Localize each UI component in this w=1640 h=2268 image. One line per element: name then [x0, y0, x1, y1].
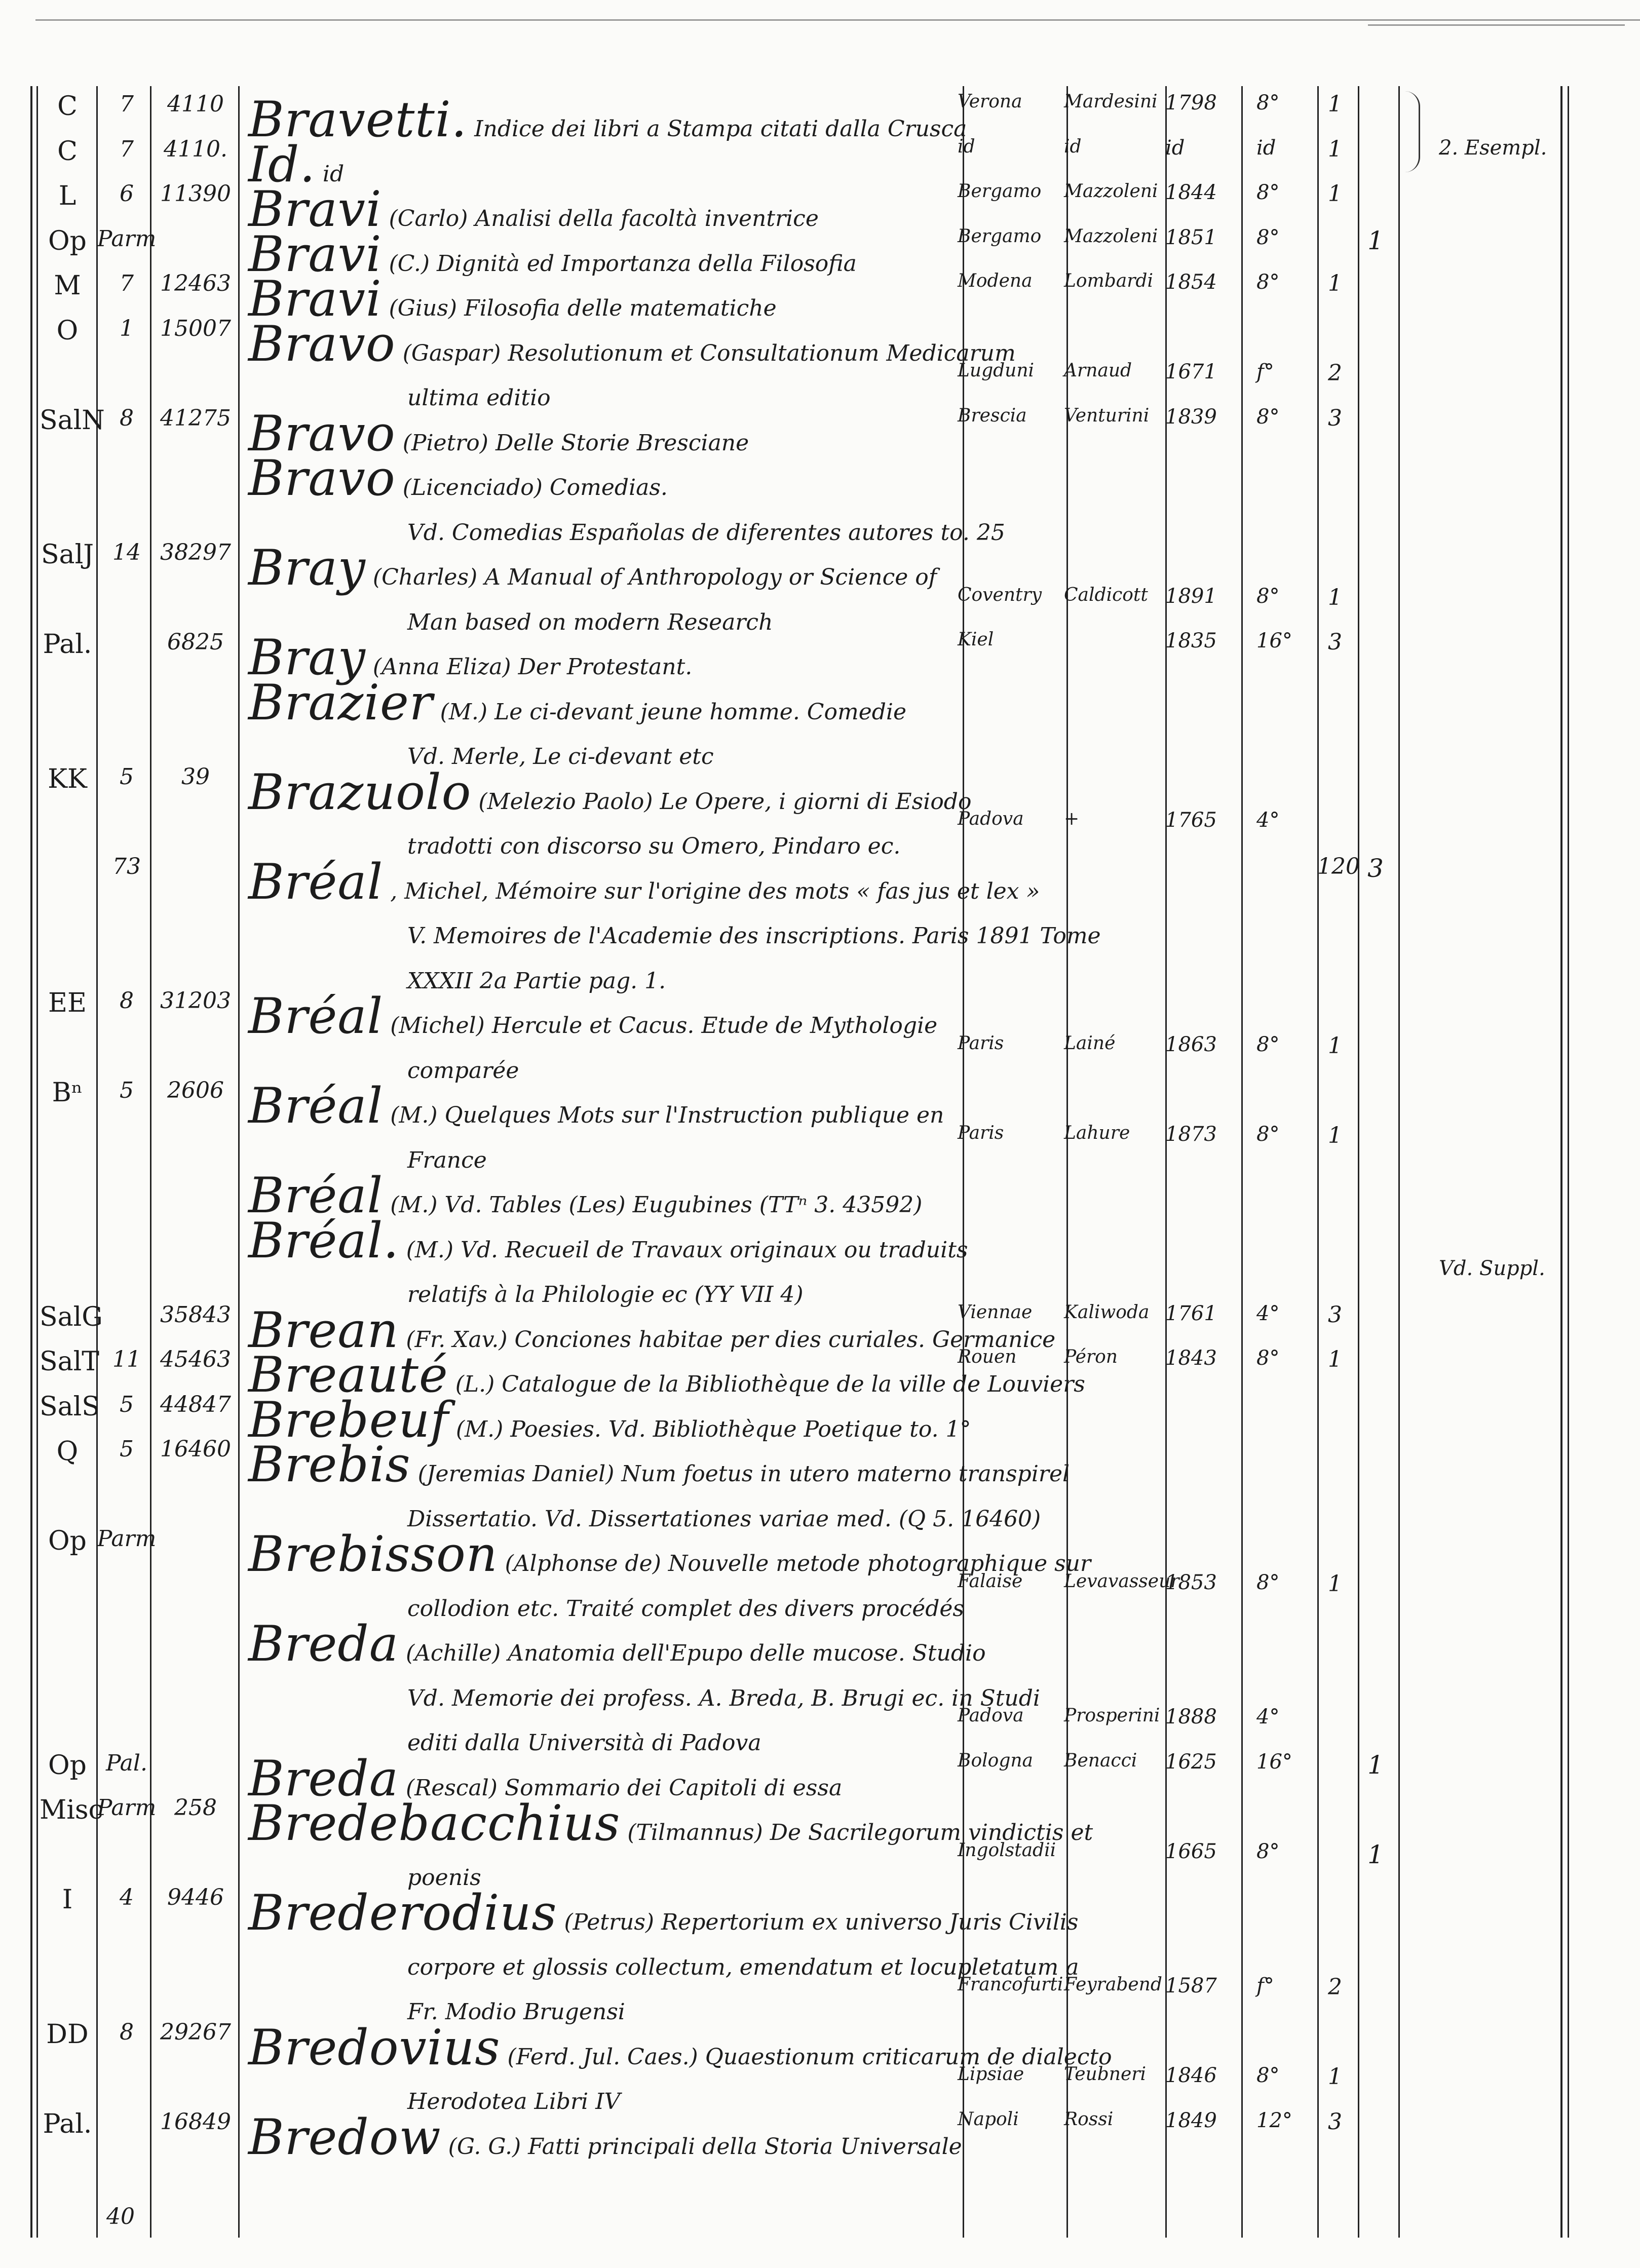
volumes: 1 — [1328, 136, 1342, 162]
table-row — [0, 1750, 1640, 1807]
publisher: Venturini — [1064, 405, 1150, 426]
catalogue-number: 41275 — [160, 405, 231, 431]
year: 1844 — [1165, 181, 1217, 204]
format: 4° — [1256, 1301, 1280, 1325]
shelf-sub: 5 — [120, 763, 134, 790]
tally-mark: 1 — [1367, 1750, 1384, 1780]
shelf-mark: O — [56, 315, 79, 346]
publisher: Lahure — [1064, 1122, 1130, 1143]
format: 12° — [1256, 2108, 1292, 2132]
top-rule-right — [1368, 24, 1625, 26]
entry-heading: Bredovius — [248, 2019, 501, 2076]
entry-heading: Brederodius — [248, 1885, 557, 1941]
year: 1839 — [1165, 405, 1217, 429]
place: Ingolstadii — [958, 1839, 1056, 1861]
format: 8° — [1256, 2064, 1280, 2087]
shelf-sub: Pal. — [106, 1750, 147, 1776]
place: Viennae — [958, 1301, 1033, 1323]
shelf-mark: EE — [48, 988, 87, 1018]
year: 1761 — [1165, 1301, 1217, 1325]
entry-text: (Licenciado) Comedias. — [402, 475, 668, 501]
shelf-mark: C — [57, 91, 78, 122]
entry-text: (Tilmannus) De Sacrilegorum vindictis et — [627, 1820, 1093, 1846]
catalogue-number: 9446 — [167, 1885, 224, 1910]
entry-text: relatifs à la Philologie ec (YY VII 4) — [407, 1282, 804, 1308]
year: 1851 — [1165, 225, 1217, 249]
entry-text: id — [322, 161, 345, 187]
entry-heading: Brean — [248, 1301, 399, 1359]
entry-text: editi dalla Università di Padova — [407, 1730, 761, 1756]
entry-heading: Bredebacchius — [248, 1795, 621, 1852]
year: 1849 — [1165, 2108, 1217, 2132]
entry-text: (Gaspar) Resolutionum et Consultationum Medicarum — [402, 340, 1016, 366]
table-row — [0, 1122, 1640, 1173]
format: 8° — [1256, 1839, 1280, 1863]
year: 1853 — [1165, 1570, 1217, 1594]
catalogue-number: 15007 — [160, 315, 231, 341]
format: 8° — [1256, 1347, 1280, 1370]
entry-text: (Charles) A Manual of Anthropology or Science of — [372, 564, 937, 590]
shelf-mark: SalN — [40, 405, 105, 436]
catalogue-number: 6825 — [167, 629, 224, 655]
volumes: 1 — [1328, 2064, 1342, 2090]
entry-text: (Gius) Filosofia delle matematiche — [389, 295, 777, 321]
entry-heading: Breda — [248, 1616, 399, 1672]
volumes: 1 — [1328, 584, 1342, 610]
entry-text: Indice dei libri a Stampa citati dalla Crusca — [474, 116, 967, 142]
tally-mark: 3 — [1367, 853, 1384, 883]
publisher: Benacci — [1064, 1750, 1137, 1771]
table-row — [0, 1616, 1640, 1672]
volumes: 1 — [1328, 181, 1342, 207]
entry-text: Vd. Merle, Le ci-devant etc — [407, 744, 714, 770]
shelf-mark: C — [57, 136, 78, 167]
volumes: 3 — [1328, 2108, 1342, 2135]
catalogue-number: 29267 — [160, 2019, 231, 2045]
shelf-sub: 11 — [112, 1347, 141, 1372]
format: 4° — [1256, 809, 1280, 832]
entry-heading: Bravo — [248, 405, 396, 462]
catalogue-number: 16849 — [160, 2108, 231, 2135]
entry-text: Vd. Comedias Españolas de diferentes autores to. 25 — [407, 519, 1005, 546]
entry-text: ultima editio — [407, 385, 551, 411]
entry-text: (M.) Quelques Mots sur l'Instruction publique en — [390, 1102, 944, 1128]
entry-text: (G. G.) Fatti principali della Storia Universale — [448, 2133, 962, 2160]
volumes: 3 — [1328, 405, 1342, 431]
entry-text: XXXII 2a Partie pag. 1. — [407, 968, 666, 994]
place: Brescia — [958, 405, 1027, 426]
table-row — [0, 1974, 1640, 2025]
entry-text: (Carlo) Analisi della facoltà inventrice — [389, 206, 819, 232]
entry-text: (C.) Dignità ed Importanza della Filosofia — [389, 250, 857, 277]
entry-text: (Anna Eliza) Der Protestant. — [372, 654, 693, 680]
table-row — [0, 2108, 1640, 2166]
shelf-sub: 7 — [120, 271, 134, 296]
entry-heading: Bray — [248, 540, 366, 596]
entry-text: (Alphonse de) Nouvelle metode photographique sur — [505, 1551, 1091, 1577]
entry-text: (Fr. Xav.) Conciones habitae per dies curiales. Germanice — [406, 1326, 1056, 1353]
publisher: Teubneri — [1064, 2064, 1146, 2085]
format: f° — [1256, 1974, 1274, 1997]
year: 1854 — [1165, 271, 1217, 294]
entry-heading: Brebis — [248, 1436, 411, 1493]
entry-text: (M.) Vd. Recueil de Travaux originaux ou traduits — [406, 1237, 968, 1263]
top-rule — [35, 19, 1640, 21]
year: 1671 — [1165, 360, 1217, 383]
catalogue-number: 31203 — [160, 988, 231, 1014]
entry-text: (M.) Vd. Tables (Les) Eugubines (TTⁿ 3. 43592) — [390, 1192, 923, 1218]
format: f° — [1256, 360, 1274, 383]
shelf-sub: 1 — [120, 315, 134, 341]
year: 1891 — [1165, 584, 1217, 608]
year: id — [1165, 136, 1185, 160]
catalogue-number: 12463 — [160, 271, 231, 296]
publisher: id — [1064, 136, 1082, 157]
entry-heading: Bréal — [248, 1167, 384, 1224]
place: Modena — [958, 271, 1033, 291]
format: 8° — [1256, 1122, 1280, 1146]
year: 1846 — [1165, 2064, 1217, 2087]
catalogue-number: 39 — [181, 763, 210, 790]
place: Padova — [958, 809, 1024, 829]
publisher: Kaliwoda — [1064, 1301, 1150, 1323]
publisher: Mazzoleni — [1064, 225, 1158, 247]
shelf-mark: Q — [56, 1436, 79, 1467]
catalogue-number: 45463 — [160, 1347, 231, 1372]
shelf-mark: KK — [48, 763, 87, 794]
shelf-sub: Parm — [97, 1526, 157, 1552]
catalogue-number: 35843 — [160, 1301, 231, 1328]
place: Kiel — [958, 629, 994, 650]
shelf-sub: 14 — [112, 540, 141, 565]
volumes: 2 — [1328, 1974, 1342, 2000]
format: 4° — [1256, 1705, 1280, 1728]
note: 2. Esempl. — [1439, 136, 1547, 160]
publisher: Mardesini — [1064, 91, 1158, 112]
shelf-sub: 8 — [120, 405, 134, 431]
entry-text: (Ferd. Jul. Caes.) Quaestionum criticarum de dialecto — [507, 2044, 1112, 2070]
table-row — [0, 1257, 1640, 1308]
entry-heading: Bravi — [248, 181, 382, 238]
table-row — [0, 1661, 1640, 1711]
catalogue-number: 4110 — [167, 91, 224, 117]
year: 1587 — [1165, 1974, 1217, 1997]
entry-heading: Bréal — [248, 1078, 384, 1134]
catalogue-number: 258 — [174, 1795, 217, 1821]
place: Bergamo — [958, 181, 1042, 202]
entry-text: comparée — [407, 1057, 519, 1084]
year: 1798 — [1165, 91, 1217, 114]
place: id — [958, 136, 975, 157]
catalogue-number: 38297 — [160, 540, 231, 565]
entry-text: collodion etc. Traité complet des divers procédés — [407, 1595, 965, 1622]
entry-text: poenis — [407, 1864, 481, 1891]
format: 16° — [1256, 629, 1292, 652]
format: 8° — [1256, 584, 1280, 608]
shelf-sub: 5 — [120, 1436, 134, 1462]
entry-heading: Brazuolo — [248, 763, 472, 821]
publisher: Levavasseur — [1064, 1570, 1179, 1592]
shelf-sub: 4 — [120, 1885, 134, 1910]
table-row — [0, 450, 1640, 507]
volumes: 1 — [1328, 1122, 1342, 1148]
publisher: + — [1064, 809, 1080, 829]
entry-heading: Bravi — [248, 225, 382, 283]
place: Bergamo — [958, 225, 1042, 247]
year: 1765 — [1165, 809, 1217, 832]
volumes: 1 — [1328, 1032, 1342, 1059]
entry-text: V. Memoires de l'Academie des inscriptions. Paris 1891 Tome — [407, 923, 1101, 949]
shelf-sub: Parm — [97, 225, 157, 252]
shelf-sub: 8 — [120, 988, 134, 1014]
shelf-mark: Pal. — [43, 2108, 92, 2139]
entry-text: (Pietro) Delle Storie Bresciane — [402, 430, 749, 456]
shelf-sub: 7 — [120, 91, 134, 117]
publisher: Lainé — [1064, 1032, 1116, 1054]
entry-text: (Achille) Anatomia dell'Epupo delle mucose. Studio — [405, 1640, 986, 1666]
entry-text: (Michel) Hercule et Cacus. Etude de Mythologie — [390, 1013, 938, 1039]
place: Verona — [958, 91, 1022, 112]
publisher: Caldicott — [1064, 584, 1148, 605]
shelf-mark: Misc — [40, 1795, 103, 1825]
entry-text: (Petrus) Repertorium ex universo Juris Civilis — [564, 1909, 1079, 1935]
entry-heading: Brebisson — [248, 1526, 498, 1583]
entry-text: , Michel, Mémoire sur l'origine des mots « fas jus et lex » — [390, 878, 1040, 904]
table-row — [0, 1032, 1640, 1084]
entry-heading: Brebeuf — [248, 1391, 449, 1448]
volumes: 3 — [1328, 629, 1342, 655]
entry-heading: Bravo — [248, 315, 396, 372]
place: Paris — [958, 1032, 1004, 1054]
shelf-mark: SalG — [40, 1301, 103, 1332]
format: 8° — [1256, 271, 1280, 294]
shelf-sub: 73 — [112, 853, 141, 879]
place: Coventry — [958, 584, 1042, 605]
entry-heading: Bredow — [248, 2108, 441, 2166]
table-row — [0, 943, 1640, 994]
shelf-sub: 5 — [120, 1391, 134, 1417]
entry-heading: Bravi — [248, 271, 382, 327]
volumes: 1 — [1328, 271, 1342, 296]
place: Francofurti — [958, 1974, 1063, 1995]
place: Lipsiae — [958, 2064, 1024, 2085]
entry — [248, 2108, 962, 2166]
catalogue-number: 2606 — [167, 1078, 224, 1103]
shelf-mark: Pal. — [43, 629, 92, 660]
entry-text: Dissertatio. Vd. Dissertationes variae med. (Q 5. 16460) — [407, 1506, 1041, 1532]
place: Padova — [958, 1705, 1024, 1726]
volumes: 3 — [1328, 1301, 1342, 1328]
table-row — [0, 1930, 1640, 1980]
shelf-mark: M — [54, 271, 81, 301]
shelf-sub: Parm — [97, 1795, 157, 1821]
table-row — [0, 674, 1640, 731]
format: 8° — [1256, 91, 1280, 114]
table-row — [0, 629, 1640, 686]
entry-heading: Id. — [248, 136, 316, 193]
entry-text: Fr. Modio Brugensi — [407, 1999, 625, 2025]
place: Bologna — [958, 1750, 1034, 1771]
format: 8° — [1256, 1570, 1280, 1594]
shelf-mark: DD — [46, 2019, 89, 2050]
table-row — [0, 898, 1640, 949]
publisher: Arnaud — [1064, 360, 1132, 381]
entry-text: (Rescal) Sommario dei Capitoli di essa — [405, 1775, 843, 1801]
format: 8° — [1256, 181, 1280, 204]
shelf-mark: SalJ — [41, 540, 94, 570]
volumes: 1 — [1328, 1347, 1342, 1372]
entry-text: (Jeremias Daniel) Num foetus in utero materno transpirel — [417, 1461, 1070, 1487]
table-row — [0, 584, 1640, 635]
entry-text: (L.) Catalogue de la Bibliothèque de la ville de Louviers — [455, 1371, 1085, 1397]
shelf-mark: SalT — [40, 1347, 99, 1377]
tally-mark: 1 — [1367, 225, 1384, 255]
table-row — [0, 360, 1640, 411]
table-row — [0, 1167, 1640, 1224]
entry-text: Herodotea Libri IV — [407, 2089, 621, 2115]
shelf-mark: Op — [48, 225, 87, 256]
entry-text: (M.) Le ci-devant jeune homme. Comedie — [440, 699, 907, 725]
entry-text: corpore et glossis collectum, emendatum et locupletatum a — [407, 1954, 1079, 1980]
table-row — [0, 405, 1640, 462]
shelf-sub: 5 — [120, 1078, 134, 1103]
entry-heading: Breda — [248, 1750, 399, 1807]
format: 8° — [1256, 405, 1280, 429]
table-row — [0, 1885, 1640, 1941]
volumes: 2 — [1328, 360, 1342, 386]
year: 1665 — [1165, 1839, 1217, 1863]
table-row — [0, 1570, 1640, 1622]
table-row — [0, 2064, 1640, 2115]
catalogue-number: 44847 — [160, 1391, 231, 1417]
table-row — [0, 271, 1640, 327]
tally-mark: 1 — [1367, 1839, 1384, 1869]
table-row — [0, 495, 1640, 546]
entry-text: (Melezio Paolo) Le Opere, i giorni di Esiodo — [478, 788, 972, 815]
catalogue-number: 11390 — [160, 181, 231, 207]
table-row — [0, 1839, 1640, 1891]
place: Paris — [958, 1122, 1004, 1143]
shelf-mark: I — [62, 1885, 73, 1915]
publisher: Prosperini — [1064, 1705, 1160, 1726]
note: Vd. Suppl. — [1439, 1257, 1545, 1280]
publisher: Péron — [1064, 1347, 1118, 1367]
shelf-sub: 8 — [120, 2019, 134, 2045]
format: 8° — [1256, 225, 1280, 249]
place: Rouen — [958, 1347, 1017, 1367]
year: 1843 — [1165, 1347, 1217, 1370]
publisher: Mazzoleni — [1064, 181, 1158, 202]
table-row — [0, 1347, 1640, 1403]
year: 1863 — [1165, 1032, 1217, 1056]
shelf-mark: Op — [48, 1526, 87, 1556]
place: Lugduni — [958, 360, 1035, 381]
table-row — [0, 809, 1640, 859]
publisher: Feyrabend — [1064, 1974, 1162, 1995]
entry-heading: Bréal — [248, 988, 384, 1045]
entry-text: (M.) Poesies. Vd. Bibliothèque Poetique to. 1° — [455, 1416, 971, 1442]
table-row — [0, 853, 1640, 910]
table-row — [0, 719, 1640, 770]
catalogue-number: 4110. — [164, 136, 227, 162]
publisher: Lombardi — [1064, 271, 1153, 291]
entry-text: Vd. Memorie dei profess. A. Breda, B. Brugi ec. in Studi — [407, 1685, 1040, 1711]
page-number: 40 — [106, 2204, 135, 2229]
entry-text: tradotti con discorso su Omero, Pindaro ec. — [407, 833, 901, 859]
volumes: 1 — [1328, 1570, 1342, 1597]
shelf-mark: Op — [48, 1750, 87, 1781]
year: 1625 — [1165, 1750, 1217, 1774]
shelf-sub: 7 — [120, 136, 134, 162]
volumes: 120 — [1317, 853, 1360, 879]
shelf-mark: SalS — [40, 1391, 100, 1422]
entry-heading: Bravo — [248, 450, 396, 507]
place: Napoli — [958, 2108, 1019, 2130]
catalogue-number: 16460 — [160, 1436, 231, 1462]
entry-heading: Bravetti. — [248, 91, 468, 148]
entry-heading: Bray — [248, 629, 366, 686]
shelf-mark: L — [58, 181, 77, 211]
entry-heading: Bréal. — [248, 1212, 399, 1269]
shelf-mark: Bⁿ — [52, 1078, 83, 1108]
entry-text: Man based on modern Research — [407, 609, 773, 635]
year: 1873 — [1165, 1122, 1217, 1146]
format: id — [1256, 136, 1276, 160]
format: 16° — [1256, 1750, 1292, 1774]
table-row — [0, 1705, 1640, 1756]
entry-heading: Breauté — [248, 1347, 448, 1403]
format: 8° — [1256, 1032, 1280, 1056]
year: 1888 — [1165, 1705, 1217, 1728]
entry-text: France — [407, 1147, 487, 1173]
table-row — [0, 1391, 1640, 1448]
entry-heading: Brazier — [248, 674, 433, 731]
year: 1835 — [1165, 629, 1217, 652]
entry-heading: Bréal — [248, 853, 384, 910]
table-row — [0, 1436, 1640, 1493]
shelf-sub: 6 — [120, 181, 134, 207]
place: Falaise — [958, 1570, 1023, 1592]
publisher: Rossi — [1064, 2108, 1114, 2130]
volumes: 1 — [1328, 91, 1342, 117]
table-row — [0, 1481, 1640, 1532]
